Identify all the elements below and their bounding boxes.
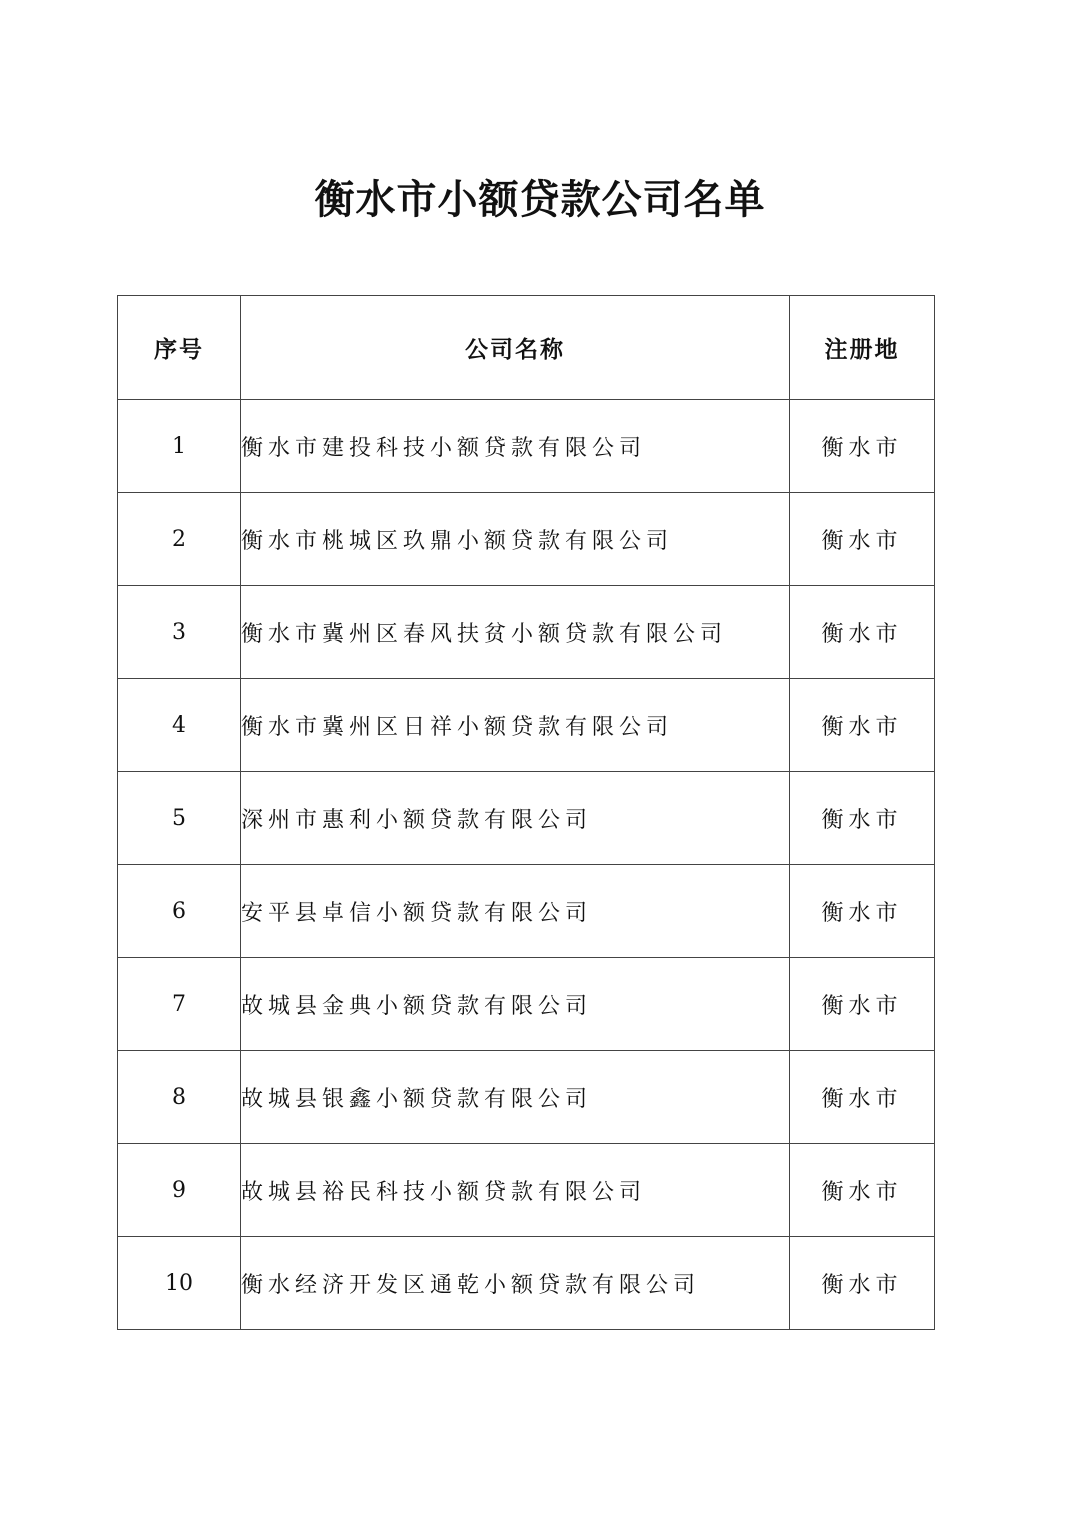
serial-number-cell: 4: [118, 679, 241, 772]
registered-place-cell: 衡水市: [790, 1144, 935, 1237]
registered-place-cell: 衡水市: [790, 865, 935, 958]
registered-place-cell: 衡水市: [790, 679, 935, 772]
table-row: [118, 586, 935, 679]
company-name-cell: 故城县裕民科技小额贷款有限公司: [241, 1144, 790, 1237]
registered-place-cell: 衡水市: [790, 958, 935, 1051]
company-name-cell: 衡水经济开发区通乾小额贷款有限公司: [241, 1237, 790, 1330]
company-name-cell: 衡水市冀州区春风扶贫小额贷款有限公司: [241, 586, 790, 679]
table-row: [118, 679, 935, 772]
table-body: [118, 400, 935, 1330]
company-name-cell: 故城县金典小额贷款有限公司: [241, 958, 790, 1051]
company-name-cell: 衡水市建投科技小额贷款有限公司: [241, 400, 790, 493]
header-serial-number: 序号: [118, 296, 241, 400]
table-row: [118, 1144, 935, 1237]
registered-place-cell: 衡水市: [790, 1237, 935, 1330]
table-header: [118, 296, 935, 400]
header-registered-place: 注册地: [790, 296, 935, 400]
table-row: [118, 772, 935, 865]
table-row: [118, 865, 935, 958]
company-name-cell: 安平县卓信小额贷款有限公司: [241, 865, 790, 958]
page-title: 衡水市小额贷款公司名单: [314, 176, 766, 223]
serial-number-cell: 7: [118, 958, 241, 1051]
table-row: [118, 1237, 935, 1330]
serial-number-cell: 8: [118, 1051, 241, 1144]
table-row: [118, 493, 935, 586]
registered-place-cell: 衡水市: [790, 400, 935, 493]
serial-number-cell: 5: [118, 772, 241, 865]
table-row: [118, 1051, 935, 1144]
serial-number-cell: 1: [118, 400, 241, 493]
serial-number-cell: 3: [118, 586, 241, 679]
company-name-cell: 衡水市桃城区玖鼎小额贷款有限公司: [241, 493, 790, 586]
company-name-cell: 衡水市冀州区日祥小额贷款有限公司: [241, 679, 790, 772]
table-row: [118, 400, 935, 493]
serial-number-cell: 10: [118, 1237, 241, 1330]
registered-place-cell: 衡水市: [790, 493, 935, 586]
registered-place-cell: 衡水市: [790, 1051, 935, 1144]
serial-number-cell: 9: [118, 1144, 241, 1237]
header-row: [118, 296, 935, 400]
registered-place-cell: 衡水市: [790, 772, 935, 865]
serial-number-cell: 6: [118, 865, 241, 958]
registered-place-cell: 衡水市: [790, 586, 935, 679]
company-name-cell: 深州市惠利小额贷款有限公司: [241, 772, 790, 865]
company-table: [117, 295, 935, 1330]
company-name-cell: 故城县银鑫小额贷款有限公司: [241, 1051, 790, 1144]
table-row: [118, 958, 935, 1051]
header-company-name: 公司名称: [241, 296, 790, 400]
serial-number-cell: 2: [118, 493, 241, 586]
